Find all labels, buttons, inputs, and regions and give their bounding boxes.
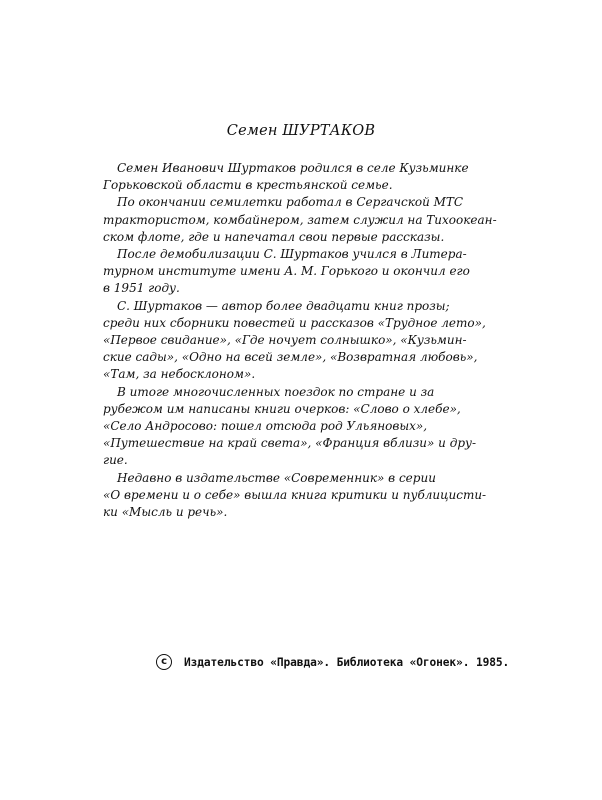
text-line: в 1951 году. bbox=[103, 281, 180, 296]
bio-paragraph-prose-works bbox=[103, 298, 501, 384]
text-line: «Село Андросово: пошел отсюда род Ульяновых», bbox=[103, 419, 428, 434]
bio-paragraph-education bbox=[103, 246, 501, 298]
text-line: С. Шуртаков — автор более двадцати книг прозы; bbox=[117, 298, 450, 313]
text-line: Горьковской области в крестьянской семье. bbox=[103, 178, 393, 193]
bio-paragraph-essays bbox=[103, 384, 501, 470]
bio-paragraph-early-work bbox=[103, 194, 501, 246]
text-line: Недавно в издательстве «Современник» в серии bbox=[117, 470, 436, 485]
text-line: Семен Иванович Шуртаков родился в селе Кузьминке bbox=[117, 161, 469, 175]
text-line: ском флоте, где и напечатал свои первые рассказы. bbox=[103, 229, 445, 244]
bio-paragraph-recent-book bbox=[103, 470, 501, 522]
text-line: турном институте имени А. М. Горького и окончил его bbox=[103, 264, 470, 279]
text-line: «Путешествие на край света», «Франция вблизи» и дру- bbox=[103, 436, 477, 451]
text-line: ки «Мысль и речь». bbox=[103, 505, 228, 520]
publisher-colophon bbox=[156, 655, 536, 671]
text-line: «Первое свидание», «Где ночует солнышко», «Кузьмин- bbox=[103, 333, 467, 348]
text-line: «Там, за небосклоном». bbox=[103, 367, 256, 382]
text-line: После демобилизации С. Шуртаков учился в Литера- bbox=[117, 247, 467, 262]
author-biography bbox=[103, 160, 501, 521]
publisher-imprint: Издательство «Правда». Библиотека «Огонек». 1985. bbox=[184, 656, 510, 669]
text-line: трактористом, комбайнером, затем служил на Тихоокеан- bbox=[103, 212, 497, 227]
text-line: гие. bbox=[103, 453, 128, 468]
bio-paragraph-birth bbox=[103, 160, 501, 194]
text-line: «О времени и о себе» вышла книга критики и публицисти- bbox=[103, 487, 487, 502]
text-line: рубежом им написаны книги очерков: «Слово о хлебе», bbox=[103, 401, 461, 416]
copyright-icon: c bbox=[156, 654, 172, 670]
text-line: ские сады», «Одно на всей земле», «Возвратная любовь», bbox=[103, 350, 478, 365]
text-line: среди них сборники повестей и рассказов «Трудное лето», bbox=[103, 315, 486, 330]
author-heading: Семен ШУРТАКОВ bbox=[226, 123, 376, 139]
text-line: По окончании семилетки работал в Сергачской МТС bbox=[117, 195, 464, 210]
text-line: В итоге многочисленных поездок по стране и за bbox=[117, 384, 435, 399]
